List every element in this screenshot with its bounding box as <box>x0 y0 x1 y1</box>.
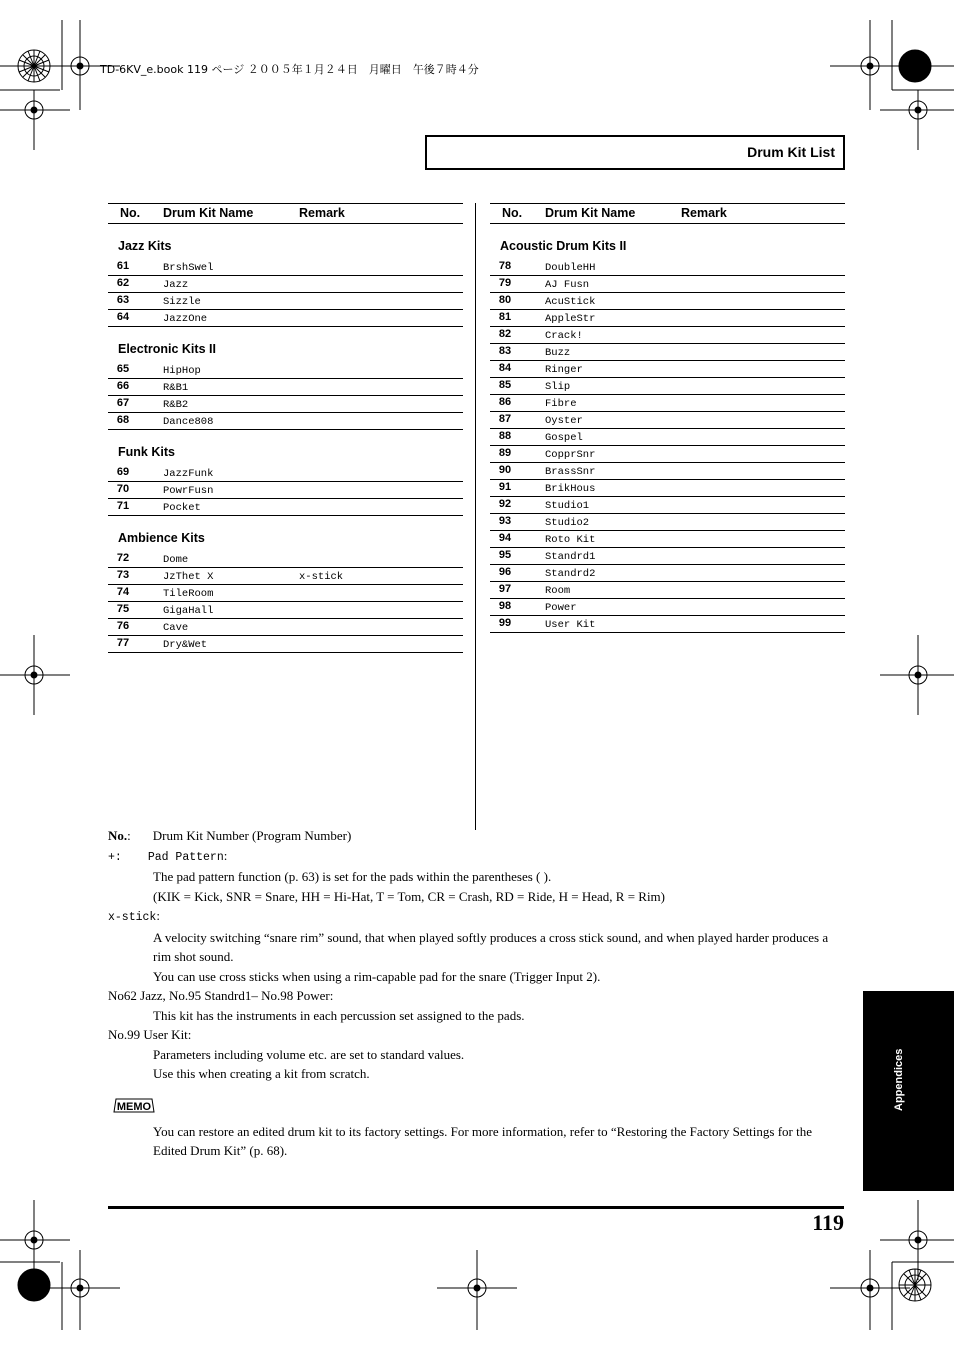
header-name: Drum Kit Name <box>163 206 254 220</box>
group-title: Funk Kits <box>118 445 175 459</box>
kit-name: Ringer <box>545 364 583 376</box>
memo-label: MEMO <box>116 1101 152 1113</box>
kit-name: AppleStr <box>545 313 596 325</box>
table-row <box>490 412 845 429</box>
kit-number: 91 <box>498 481 512 493</box>
kit-number: 63 <box>116 294 130 306</box>
table-row <box>108 636 463 653</box>
kit-number: 68 <box>116 414 130 426</box>
kit-name: Room <box>545 585 571 597</box>
kit-number: 74 <box>116 586 130 598</box>
column-divider <box>475 203 476 830</box>
note-user-term: No.99 User Kit: <box>108 1027 192 1042</box>
kit-number: 70 <box>116 483 130 495</box>
kit-number: 92 <box>498 498 512 510</box>
table-row <box>108 551 463 568</box>
kit-name: Dry&Wet <box>163 639 208 651</box>
note-xstick-desc1: A velocity switching “snare rim” sound, that when played softly produces a cross stick sound, and when played harder produces a rim shot sound. <box>153 929 829 964</box>
kit-name: BrassSnr <box>545 466 596 478</box>
kit-name: Crack! <box>545 330 583 342</box>
kit-number: 69 <box>116 466 130 478</box>
kit-name: HipHop <box>163 365 201 377</box>
note-no: No.: Drum Kit Number (Program Number) <box>108 828 352 843</box>
table-row <box>108 619 463 636</box>
table-row <box>490 463 845 480</box>
kit-number: 90 <box>498 464 512 476</box>
kit-name: Buzz <box>545 347 571 359</box>
table-row <box>490 293 845 310</box>
kit-name: R&B1 <box>163 382 189 394</box>
note-plus-desc2: (KIK = Kick, SNR = Snare, HH = Hi-Hat, T = Tom, CR = Crash, RD = Ride, H = Head, R = Rim) <box>153 888 665 904</box>
memo-badge <box>112 1096 156 1116</box>
kit-number: 88 <box>498 430 512 442</box>
side-tab <box>863 991 954 1191</box>
kit-number: 87 <box>498 413 512 425</box>
kit-number: 81 <box>498 311 512 323</box>
notes <box>108 826 838 1161</box>
table-row <box>490 531 845 548</box>
table-row <box>490 599 845 616</box>
kit-number: 96 <box>498 566 512 578</box>
kit-number: 75 <box>116 603 130 615</box>
note-power-desc: This kit has the instruments in each percussion set assigned to the pads. <box>153 1007 525 1023</box>
note-xstick-desc2: You can use cross sticks when using a rim-capable pad for the snare (Trigger Input 2). <box>153 968 601 984</box>
kit-number: 76 <box>116 620 130 632</box>
kit-remark: x-stick <box>299 571 344 583</box>
page-number: 119 <box>812 1210 844 1235</box>
kit-number: 64 <box>116 311 130 323</box>
table-row <box>490 310 845 327</box>
table-header <box>490 203 845 224</box>
note-user-desc1: Parameters including volume etc. are set to standard values. <box>153 1046 465 1062</box>
kit-number: 82 <box>498 328 512 340</box>
table-row <box>108 310 463 327</box>
table-row <box>490 327 845 344</box>
kit-number: 98 <box>498 600 512 612</box>
note-plus: +: Pad Pattern: <box>108 847 228 864</box>
table-row <box>490 548 845 565</box>
table-row <box>108 465 463 482</box>
table-row <box>490 582 845 599</box>
kit-number: 99 <box>498 617 512 629</box>
kit-name: Standrd1 <box>545 551 596 563</box>
table-header <box>108 203 463 224</box>
table-row <box>490 565 845 582</box>
table-row <box>108 293 463 310</box>
table-row <box>108 413 463 430</box>
kit-name: Dance808 <box>163 416 214 428</box>
memo-icon <box>112 1096 156 1121</box>
table-row <box>490 616 845 633</box>
table-row <box>490 259 845 276</box>
kit-number: 72 <box>116 552 130 564</box>
kit-name: R&B2 <box>163 399 189 411</box>
kit-name: JzThet X <box>163 571 214 583</box>
kit-name: Pocket <box>163 502 201 514</box>
kit-number: 89 <box>498 447 512 459</box>
table-row <box>108 362 463 379</box>
kit-number: 94 <box>498 532 512 544</box>
side-tab-label: Appendices <box>893 1048 905 1111</box>
table-row <box>490 429 845 446</box>
kit-number: 77 <box>116 637 130 649</box>
kit-name: Jazz <box>163 279 189 291</box>
kit-name: Studio2 <box>545 517 590 529</box>
section-title: Drum Kit List <box>747 144 835 160</box>
kit-name: JazzFunk <box>163 468 214 480</box>
table-row <box>490 344 845 361</box>
kit-name: CopprSnr <box>545 449 596 461</box>
bottom-rule <box>108 1206 844 1209</box>
kit-number: 78 <box>498 260 512 272</box>
kit-name: Dome <box>163 554 189 566</box>
group-title: Jazz Kits <box>118 239 172 253</box>
table-row <box>108 259 463 276</box>
kit-number: 71 <box>116 500 130 512</box>
kit-number: 62 <box>116 277 130 289</box>
table-row <box>108 499 463 516</box>
right-table <box>490 203 845 633</box>
kit-number: 79 <box>498 277 512 289</box>
group-title: Acoustic Drum Kits II <box>500 239 627 253</box>
kit-name: AcuStick <box>545 296 596 308</box>
kit-name: PowrFusn <box>163 485 214 497</box>
table-row <box>490 514 845 531</box>
kit-name: Gospel <box>545 432 583 444</box>
kit-number: 84 <box>498 362 512 374</box>
kit-name: Oyster <box>545 415 583 427</box>
table-row <box>108 379 463 396</box>
kit-name: JazzOne <box>163 313 208 325</box>
kit-name: Cave <box>163 622 189 634</box>
note-user-desc2: Use this when creating a kit from scratch. <box>153 1066 370 1081</box>
memo-text: You can restore an edited drum kit to its factory settings. For more information, refer to “Restoring the Factory Settings for the Edited Drum Kit” (p. 68). <box>153 1123 813 1158</box>
kit-name: Standrd2 <box>545 568 596 580</box>
kit-number: 86 <box>498 396 512 408</box>
header-no: No. <box>120 206 141 220</box>
note-xstick: x-stick: <box>108 908 160 924</box>
kit-name: BrikHous <box>545 483 596 495</box>
kit-number: 80 <box>498 294 512 306</box>
print-header: TD-6KV_e.book 119 ページ ２００５年１月２４日 月曜日 午後７時４分 <box>100 63 479 76</box>
kit-name: Studio1 <box>545 500 590 512</box>
note-power-term: No62 Jazz, No.95 Standrd1– No.98 Power: <box>108 988 334 1003</box>
header-no: No. <box>502 206 523 220</box>
kit-name: Roto Kit <box>545 534 596 546</box>
kit-name: Fibre <box>545 398 577 410</box>
table-row <box>490 497 845 514</box>
left-table <box>108 203 463 653</box>
kit-name: TileRoom <box>163 588 214 600</box>
table-row <box>490 361 845 378</box>
kit-name: AJ Fusn <box>545 279 590 291</box>
table-row <box>108 602 463 619</box>
table-row <box>108 482 463 499</box>
kit-name: User Kit <box>545 619 596 631</box>
kit-number: 85 <box>498 379 512 391</box>
kit-number: 67 <box>116 397 130 409</box>
kit-number: 95 <box>498 549 512 561</box>
kit-name: Power <box>545 602 577 614</box>
table-row <box>108 396 463 413</box>
kit-number: 61 <box>116 260 130 272</box>
header-remark: Remark <box>681 206 727 220</box>
right-groups <box>490 239 845 633</box>
table-row <box>108 568 463 585</box>
kit-name: Sizzle <box>163 296 201 308</box>
kit-name: BrshSwel <box>163 262 214 274</box>
kit-number: 66 <box>116 380 130 392</box>
header-name: Drum Kit Name <box>545 206 636 220</box>
header-remark: Remark <box>299 206 345 220</box>
kit-number: 93 <box>498 515 512 527</box>
table-row <box>490 378 845 395</box>
kit-name: Slip <box>545 381 571 393</box>
kit-number: 65 <box>116 363 130 375</box>
kit-number: 73 <box>116 569 130 581</box>
kit-number: 97 <box>498 583 512 595</box>
table-row <box>108 585 463 602</box>
group-title: Ambience Kits <box>118 531 205 545</box>
kit-number: 83 <box>498 345 512 357</box>
group-title: Electronic Kits II <box>118 342 216 356</box>
table-row <box>108 276 463 293</box>
note-plus-desc1: The pad pattern function (p. 63) is set for the pads within the parentheses ( ). <box>153 869 552 884</box>
table-row <box>490 446 845 463</box>
left-groups <box>108 239 463 653</box>
kit-name: GigaHall <box>163 605 214 617</box>
section-title-box <box>425 135 845 170</box>
table-row <box>490 276 845 293</box>
table-row <box>490 395 845 412</box>
table-row <box>490 480 845 497</box>
kit-name: DoubleHH <box>545 262 596 274</box>
